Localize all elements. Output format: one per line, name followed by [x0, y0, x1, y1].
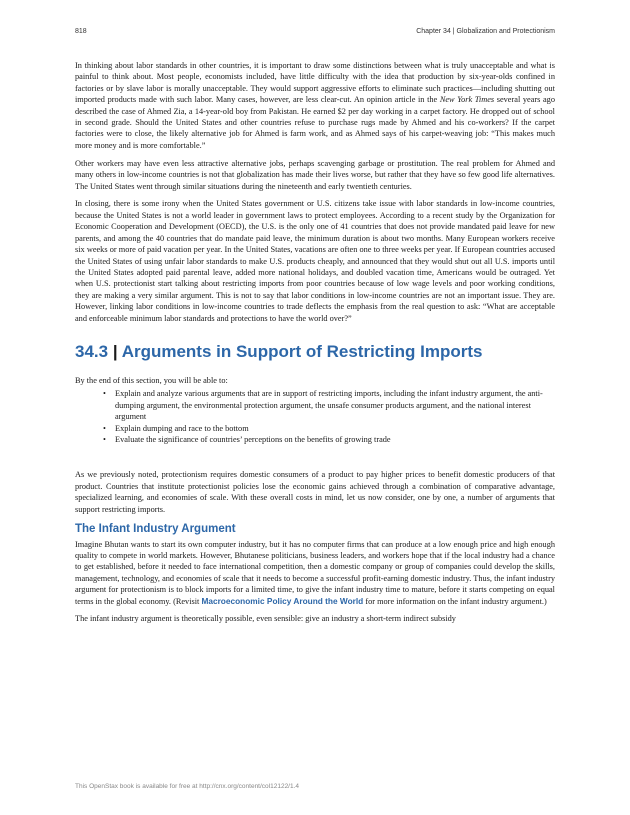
paragraph-bhutan	[75, 539, 555, 607]
section-number: 34.3	[75, 341, 109, 361]
paragraph-alternative-jobs: Other workers may have even less attractive alternative jobs, perhaps scavenging garbage or prostitution. The real problem for Ahmed and many others in low-income countries is not that globalization has made their lives worse, but rather that they have so few good life alternatives. The United States went through similar situations during the nineteenth and early twentieth centuries.	[75, 158, 555, 191]
paragraph-text: Imagine Bhutan wants to start its own computer industry, but it has no computer firms that can produce at a low enough price and high enough quality to compete in world markets. However, Bhutanese politicians, business leaders, and workers hope that if the local industry had a chance to get established, before it needed to face international competition, then a domestic company or group of companies could develop the skills, management, technology, and economies of scale that it needs to become a successful profit-earning domestic industry. Thus, the infant industry argument for protectionism is to block imports for a limited time, to give the infant industry time to mature, before it starts competing on equal terms in the global economy. (Revisit	[75, 539, 555, 606]
page-footer: This OpenStax book is available for free at http://cnx.org/content/col12122/1.4	[75, 783, 300, 790]
chapter-title: Chapter 34 | Globalization and Protectionism	[416, 28, 555, 35]
paragraph-text: In thinking about labor standards in other countries, it is important to draw some distinctions between what is truly unacceptable and what is painful to think about. Most people, economists included, have little difficulty with the idea that production by six-year-olds confined in factories or by slave labor is morally unacceptable. They would support aggressive efforts to eliminate such practices—including shutting out imported products made with such labor. Many cases, however, are less clear-cut. An opinion article in the	[75, 61, 555, 105]
section-separator: |	[112, 341, 118, 361]
objectives-intro: By the end of this section, you will be able to:	[75, 375, 228, 385]
section-title: Arguments in Support of Restricting Imports	[121, 341, 483, 361]
section-intro-paragraph: As we previously noted, protectionism requires domestic consumers of a product to pay higher prices to benefit domestic producers of that product. Countries that institute protectionist policies lose the economic gains achieved through a combination of comparative advantage, specialized learning, and economies of scale. With these overall costs in mind, let us now consider, one by one, a number of arguments that support restricting imports.	[75, 470, 555, 514]
section-heading	[75, 342, 555, 362]
objective-item: • Evaluate the significance of countries’ perceptions on the benefits of growing trade	[103, 434, 555, 445]
paragraph-text: for more information on the infant industry argument.)	[363, 596, 547, 606]
spacer	[75, 457, 555, 469]
subsection-heading: The Infant Industry Argument	[75, 522, 236, 535]
paragraph-labor-standards	[75, 60, 555, 151]
main-content	[75, 60, 555, 631]
learning-objectives-list	[75, 388, 555, 445]
cross-reference-link[interactable]: Macroeconomic Policy Around the World	[201, 595, 364, 606]
objective-item: • Explain and analyze various arguments that are in support of restricting imports, including the infant industry argument, the anti-dumping argument, the environmental protection argument, the unsafe consumer products argument, and the national interest argument	[103, 388, 555, 422]
paragraph-infant-industry: The infant industry argument is theoretically possible, even sensible: give an industry a short-term indirect subsidy	[75, 614, 456, 624]
page-header	[75, 28, 555, 40]
objective-item: • Explain dumping and race to the bottom	[103, 423, 555, 434]
paragraph-text: several years ago described the case of Ahmed Zia, a 14-year-old boy from Pakistan. He earned $2 per day working in a carpet factory. He dropped out of school in second grade. Should the United States and other countries refuse to purchase rugs made by Ahmed and his co-workers? If the carpet factories were to close, the likely alternative job for Ahmed is farm work, and as Ahmed says of his carpet-weaving job: “This makes much more money and is more comfortable.”	[75, 95, 555, 150]
paragraph-closing: In closing, there is some irony when the United States government or U.S. citizens take issue with labor standards in low-income countries, because the United States is not a world leader in government laws to protect employees. According to a recent study by the Organization for Economic Cooperation and Development (OECD), the U.S. is the only one of 41 countries that does not provide mandated paid leave for new parents, and among the 40 countries that do mandate paid leave, the minimum duration is about two months. Many European workers receive six weeks or more of paid vacation per year. In the United States, vacations are often one to three weeks per year. If European countries accused the United States of using unfair labor standards to make U.S. products cheaply, and announced that they would shut out all U.S. imports until the United States adopted paid parental leave, added more national holidays, and doubled vacation time, Americans would be outraged. Yet when U.S. protectionist start talking about restricting imports from poor countries because of low wage levels and poor working conditions, they are making a very similar argument. This is not to say that labor conditions in low-income countries are not an important issue. They are. However, linking labor conditions in low-income countries to trade deflects the emphasis from the real question to ask: “What are acceptable and enforceable minimum labor standards and protections to have the world over?”	[75, 199, 555, 323]
newspaper-title: New York Times	[439, 95, 495, 105]
page-number: 818	[75, 28, 87, 35]
